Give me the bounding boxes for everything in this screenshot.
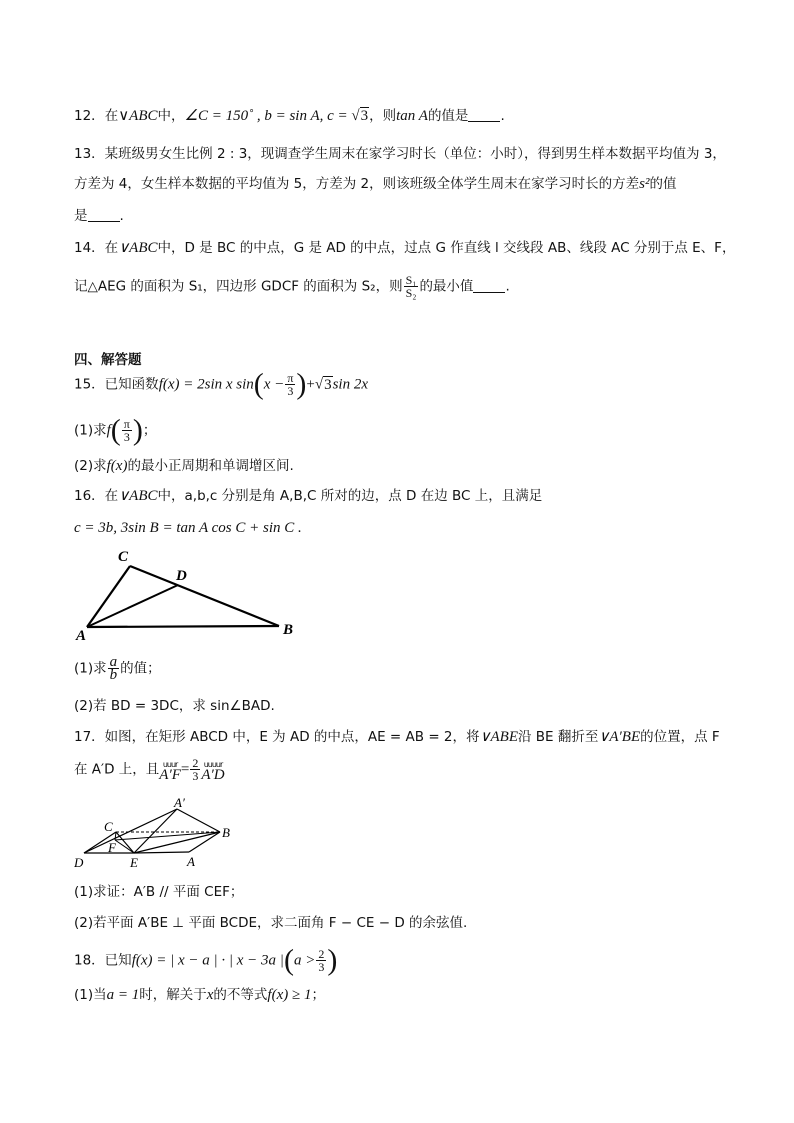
question-15-stem [74, 367, 369, 401]
q17-text-a: 17．如图，在矩形 ABCD 中，E 为 AD 的中点，AE = AB = 2，将 [74, 729, 480, 745]
q12-tan: tan A [396, 108, 428, 124]
q16-text-c: 中，a,b,c 分别是角 A,B,C 所对的边，点 D 在边 BC 上，且满足 [157, 488, 543, 504]
fraction-denominator: S₂ [405, 286, 417, 300]
question-17-line-1 [74, 727, 720, 747]
fraction-denominator: 3 [192, 769, 199, 783]
label-a-prime: A′ [174, 796, 185, 810]
q18-p1-text-c: 时，解关于 [139, 987, 207, 1003]
fraction-numerator: S₁ [405, 273, 417, 287]
q18-p1-a-value: a = 1 [106, 987, 140, 1003]
q15-p1-fraction [122, 418, 132, 443]
q16-triangle-figure [74, 544, 304, 644]
sqrt-3: √3 [351, 108, 369, 124]
q16-triangle: ∨ABC [118, 488, 158, 504]
q15-p1-text: (1)求 [74, 422, 107, 439]
vector-label: A′D [201, 766, 225, 783]
question-15-part-1 [74, 413, 157, 447]
sqrt-radicand: 3 [360, 108, 369, 124]
q15-p2-end: 的最小正周期和单调增区间. [127, 458, 294, 474]
q16-p1-end: 的值； [120, 660, 161, 677]
q12-text-4: 的值是 [427, 108, 469, 124]
label-c: C [104, 819, 113, 834]
q12-abc: ABC [129, 108, 158, 124]
q17-fold-figure [74, 796, 244, 872]
question-16-part-1 [74, 656, 161, 681]
label-b: B [222, 825, 230, 840]
fraction-numerator: 2 [318, 947, 325, 961]
q18-stem-text: 18．已知 [74, 952, 132, 969]
q12-text-3: ，则 [369, 108, 397, 124]
q13-variance-symbol: s² [639, 176, 650, 192]
question-13-line-3 [74, 206, 124, 226]
q13-line3-text: 是 [74, 208, 88, 224]
right-paren: ) [296, 367, 307, 401]
question-18-stem [74, 943, 338, 977]
q15-p1-end: ； [142, 422, 157, 439]
fraction-numerator: a [109, 654, 118, 670]
q15-p1-f: f [106, 422, 111, 439]
label-f: F [108, 840, 116, 855]
answer-blank [88, 207, 120, 222]
edge-a1e [134, 809, 177, 853]
q17-text-c: 沿 BE 翻折至 [517, 729, 599, 745]
plus-sign: + [306, 376, 315, 393]
answer-blank [468, 107, 500, 122]
vector-af [159, 759, 181, 783]
question-15-part-2 [74, 456, 294, 476]
fraction-denominator: b [109, 667, 118, 683]
sqrt-3: √3 [314, 376, 332, 393]
question-14-line-2 [74, 274, 510, 299]
q15-pi-fraction [285, 372, 295, 397]
q14-text-2a: 记△AEG 的面积为 S₁，四边形 GDCF 的面积为 S₂，则 [74, 278, 403, 295]
question-13-line-1: 13．某班级男女生比例 2 : 3，现调查学生周末在家学习时长（单位：小时），得到男生样本数据平均值为 3， [74, 146, 726, 162]
vector-arrow-mark: uuuur [203, 759, 223, 769]
q18-fraction [316, 948, 326, 973]
fraction-denominator: 3 [123, 430, 130, 444]
q18-p1-end: ； [311, 987, 325, 1003]
label-a: A [187, 854, 195, 869]
q15-sin2x: sin 2x [332, 376, 369, 393]
q14-fraction [404, 274, 419, 299]
fraction-denominator: 3 [287, 384, 294, 398]
equals-sign: = [180, 761, 190, 778]
q13-line2-end: 的值 [649, 176, 677, 192]
q15-inner: x − [263, 376, 285, 393]
q18-condition: a > [293, 952, 316, 969]
vector-label: A′F [159, 766, 181, 783]
q14-text-a: 14．在 [74, 240, 119, 256]
edge-ea [134, 852, 189, 853]
q13-end: . [119, 208, 124, 224]
vector-arrow-mark: uuur [162, 759, 178, 769]
label-c: C [118, 549, 129, 565]
q18-p1-text-e: 的不等式 [213, 987, 268, 1003]
q17-text-2a: 在 A′D 上，且 [74, 761, 160, 778]
answer-blank [473, 278, 505, 293]
q17-triangle-a1be: ∨A′BE [598, 729, 641, 745]
question-17-part-2: (2)若平面 A′BE ⊥ 平面 BCDE，求二面角 F − CE − D 的余弦值. [74, 915, 468, 931]
q12-text-2: 中， [157, 108, 185, 124]
question-13-line-2 [74, 174, 676, 194]
question-17-part-1: (1)求证：A′B // 平面 CEF； [74, 884, 244, 900]
triangle-symbol: ∨ [118, 108, 130, 124]
q12-number: 12． [74, 108, 105, 124]
q18-p1-x: x [206, 987, 214, 1003]
q17-text-e: 的位置，点 F [640, 729, 720, 745]
q14-triangle: ∨ABC [118, 240, 158, 256]
label-d: D [74, 855, 84, 870]
edge-ab [189, 832, 220, 852]
fraction-denominator: 3 [318, 960, 325, 974]
left-paren: ( [253, 367, 264, 401]
q12-end: . [500, 108, 505, 124]
section-heading: 四、解答题 [74, 352, 142, 368]
edge-ab [87, 626, 279, 627]
right-paren: ) [327, 943, 338, 977]
q18-p1-inequality: f(x) ≥ 1 [267, 987, 312, 1003]
label-b: B [283, 622, 294, 638]
q14-text-2b: 的最小值 [419, 278, 474, 295]
q18-p1-text-a: (1)当 [74, 987, 107, 1003]
question-16-part-2: (2)若 BD = 3DC，求 sin∠BAD. [74, 698, 275, 714]
sqrt-radicand: 3 [324, 376, 332, 393]
q16-text-a: 16．在 [74, 488, 119, 504]
left-paren: ( [110, 413, 121, 447]
q17-fraction [190, 757, 200, 782]
q17-triangle-abe: ∨ABE [479, 729, 518, 745]
q18-function: f(x) = | x − a | · | x − 3a | [131, 952, 284, 969]
left-paren: ( [283, 943, 294, 977]
fraction-numerator: π [123, 417, 130, 431]
q15-function: f(x) = 2sin x sin [158, 376, 254, 393]
label-a: A [76, 628, 87, 644]
question-17-line-2 [74, 757, 225, 782]
question-18-part-1 [74, 985, 325, 1005]
q13-line2-text: 方差为 4，女生样本数据的平均值为 5，方差为 2，则该班级全体学生周末在家学习时长的方差 [74, 176, 640, 192]
right-paren: ) [132, 413, 143, 447]
q12-text: 在 [104, 108, 119, 124]
vector-ad [201, 759, 225, 783]
label-e: E [130, 855, 138, 870]
q12-condition: ∠C = 150˚ , b = sin A, c = [184, 108, 352, 124]
question-14-line-1 [74, 238, 735, 258]
q16-fraction [108, 656, 120, 681]
fraction-numerator: 2 [192, 756, 199, 770]
q15-p2-text: (2)求 [74, 458, 107, 474]
q15-p2-f: f(x) [106, 458, 128, 474]
question-16-line-1 [74, 486, 542, 506]
question-12 [74, 106, 505, 126]
q15-stem-text: 15．已知函数 [74, 376, 159, 393]
q16-p1-text: (1)求 [74, 660, 107, 677]
label-d: D [176, 568, 187, 584]
q14-text-c: 中，D 是 BC 的中点，G 是 AD 的中点，过点 G 作直线 l 交线段 AB、线段 AC 分别于点 E、F， [157, 240, 736, 256]
edge-a1b [177, 809, 220, 832]
fraction-numerator: π [287, 371, 294, 385]
q14-end: . [505, 278, 510, 295]
question-16-line-2: c = 3b, 3sin B = tan A cos C + sin C . [74, 520, 302, 536]
